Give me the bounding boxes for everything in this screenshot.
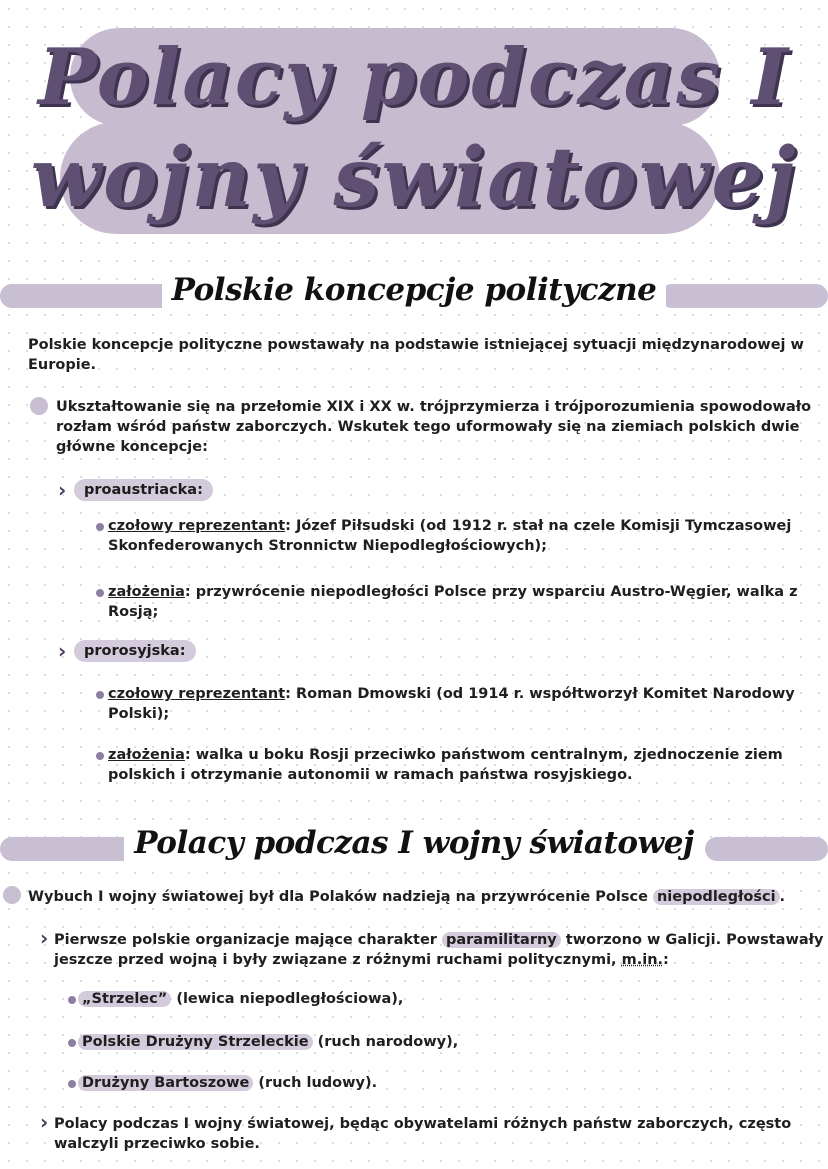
point-line-3: główne koncepcje: (56, 439, 208, 455)
chevron-icon: › (40, 926, 49, 950)
title-block (0, 10, 828, 245)
page-title-line-1: Polacy podczas I (38, 32, 790, 123)
concept1-item2-line1: założenia: przywrócenie niepodległości Polsce przy wsparciu Austro-Węgier, walka z (108, 584, 798, 600)
page-title-line-2: wojny światowej (30, 130, 798, 226)
chevron-icon: › (40, 1110, 49, 1134)
sub-bullet-dot (68, 996, 76, 1004)
section-title-1: Polskie koncepcje polityczne (0, 272, 828, 308)
sub-bullet-dot (96, 691, 104, 699)
concept2-item1-line2: Polski); (108, 706, 170, 722)
bullet-dot (3, 886, 21, 904)
point-line-1: Ukształtowanie się na przełomie XIX i XX w. trójprzymierza i trójporozumienia spowodowało (56, 399, 812, 415)
org-item-pds: Polskie Drużyny Strzeleckie (ruch narodowy), (78, 1032, 458, 1052)
concept-pill-proaustriacka: proaustriacka: (74, 479, 213, 501)
sub-bullet-dot (96, 523, 104, 531)
last-line-1: Polacy podczas I wojny światowej, będąc obywatelami różnych państw zaborczych, często (54, 1116, 792, 1132)
concept1-item2-line2: Rosją; (108, 604, 159, 620)
intro-line-1: Polskie koncepcje polityczne powstawały na podstawie istniejącej sytuacji międzynarodowej w (28, 337, 804, 353)
concept1-item1-line2: Skonfederowanych Stronnictw Niepodległościowych); (108, 538, 547, 554)
org-line-2: jeszcze przed wojną i były związane z różnymi ruchami politycznymi, m.in.: (54, 952, 669, 968)
org-line-1: Pierwsze polskie organizacje mające charakter paramilitarny tworzono w Galicji. Powstawały (54, 932, 824, 948)
org-item-bartoszowe: Drużyny Bartoszowe (ruch ludowy). (78, 1073, 377, 1093)
concept2-item2-line2: polskich i otrzymanie autonomii w ramach państwa rosyjskiego. (108, 767, 633, 783)
section-heading-2 (0, 823, 828, 873)
last-line-2: walczyli przeciwko sobie. (54, 1136, 260, 1152)
point-line-2: rozłam wśród państw zaborczych. Wskutek tego uformowały się na ziemiach polskich dwie (56, 419, 800, 435)
intro-line-2: Europie. (28, 357, 97, 373)
chevron-icon: › (58, 639, 67, 663)
lead-line: Wybuch I wojny światowej był dla Polaków nadzieją na przywrócenie Polsce niepodległości . (28, 889, 786, 905)
sub-bullet-dot (96, 589, 104, 597)
org-item-strzelec: „Strzelec” (lewica niepodległościowa), (78, 989, 403, 1009)
section-title-2: Polacy podczas I wojny światowej (0, 825, 828, 861)
concept2-item2-line1: założenia: walka u boku Rosji przeciwko państwom centralnym, zjednoczenie ziem (108, 747, 783, 763)
chevron-icon: › (58, 478, 67, 502)
sub-bullet-dot (96, 752, 104, 760)
section-heading-1 (0, 270, 828, 320)
bullet-dot (30, 397, 48, 415)
concept2-item1-line1: czołowy reprezentant: Roman Dmowski (od 1914 r. współtworzył Komitet Narodowy (108, 686, 795, 702)
sub-bullet-dot (68, 1080, 76, 1088)
sub-bullet-dot (68, 1039, 76, 1047)
concept1-item1-line1: czołowy reprezentant: Józef Piłsudski (od 1912 r. stał na czele Komisji Tymczasowej (108, 518, 792, 534)
concept-pill-prorosyjska: prorosyjska: (74, 640, 196, 662)
